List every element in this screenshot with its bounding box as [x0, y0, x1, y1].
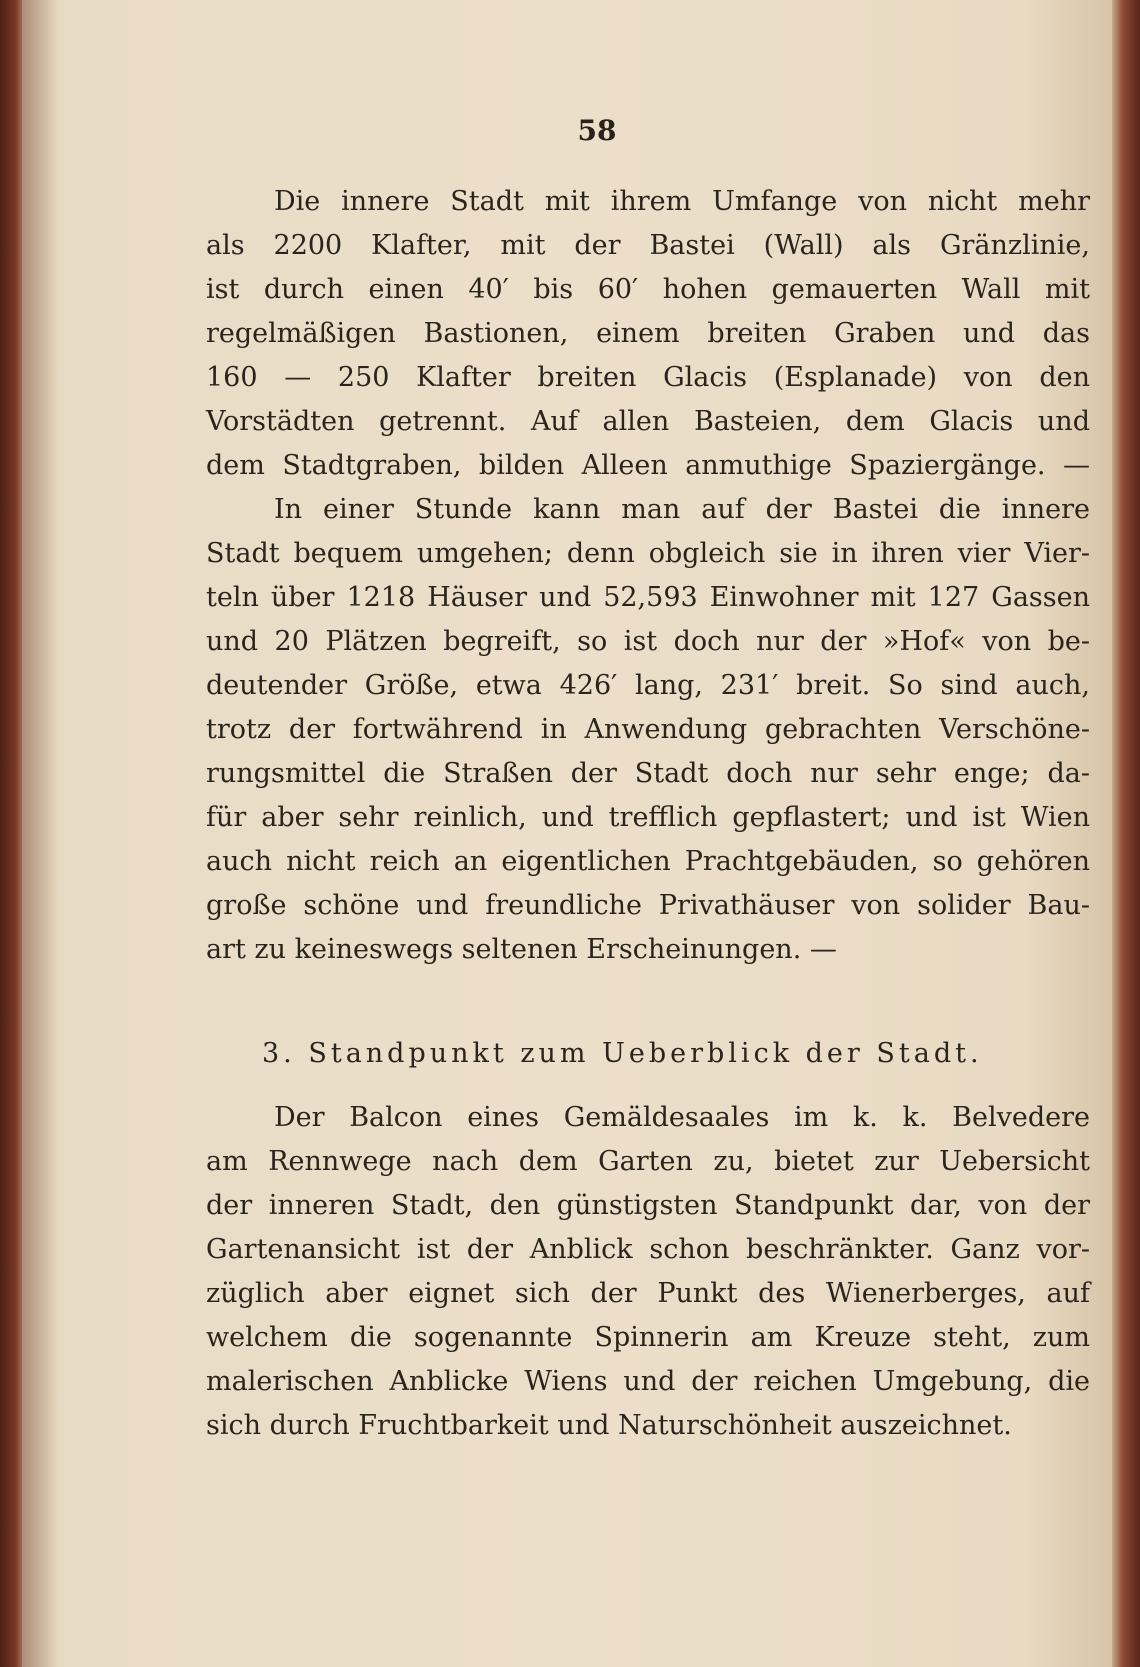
text-line: als 2200 Klafter, mit der Bastei (Wall) als Gränzlinie, — [206, 230, 1090, 261]
book-binding-right — [1112, 0, 1140, 1667]
text-line: auch nicht reich an eigentlichen Prachtgebäuden, so gehören — [206, 846, 1090, 877]
text-line: 160 — 250 Klafter breiten Glacis (Esplanade) von den — [206, 362, 1090, 393]
text-line: Die innere Stadt mit ihrem Umfange von nicht mehr — [274, 186, 1090, 217]
text-line: Stadt bequem umgehen; denn obgleich sie in ihren vier Vier- — [206, 538, 1090, 569]
text-line: In einer Stunde kann man auf der Bastei die innere — [274, 494, 1090, 525]
text-line: malerischen Anblicke Wiens und der reichen Umgebung, die — [206, 1366, 1090, 1397]
text-line: dem Stadtgraben, bilden Alleen anmuthige Spaziergänge. — — [206, 450, 1090, 481]
page-gutter-shadow — [22, 0, 58, 1667]
text-line: Vorstädten getrennt. Auf allen Basteien, dem Glacis und — [206, 406, 1090, 437]
paragraph-city-description — [206, 180, 1090, 972]
text-line: trotz der fortwährend in Anwendung gebrachten Verschöne- — [206, 714, 1090, 745]
text-line: teln über 1218 Häuser und 52,593 Einwohner mit 127 Gassen — [206, 582, 1090, 613]
text-line: art zu keineswegs seltenen Erscheinungen. — — [206, 934, 837, 965]
text-line: regelmäßigen Bastionen, einem breiten Graben und das — [206, 318, 1090, 349]
page-number: 58 — [577, 114, 617, 147]
book-page — [22, 0, 1112, 1667]
text-line: Der Balcon eines Gemäldesaales im k. k. Belvedere — [274, 1102, 1090, 1133]
text-line: züglich aber eignet sich der Punkt des Wienerberges, auf — [206, 1278, 1090, 1309]
text-line: deutender Größe, etwa 426′ lang, 231′ breit. So sind auch, — [206, 670, 1090, 701]
paragraph-viewpoint — [206, 1096, 1090, 1448]
text-line: Gartenansicht ist der Anblick schon beschränkter. Ganz vor- — [206, 1234, 1090, 1265]
text-line: ist durch einen 40′ bis 60′ hohen gemauerten Wall mit — [206, 274, 1090, 305]
text-line: und 20 Plätzen begreift, so ist doch nur der »Hof« von be- — [206, 626, 1090, 657]
text-line: am Rennwege nach dem Garten zu, bietet zur Uebersicht — [206, 1146, 1090, 1177]
section-heading: 3. Standpunkt zum Ueberblick der Stadt. — [262, 1038, 983, 1069]
text-line: für aber sehr reinlich, und trefflich gepflastert; und ist Wien — [206, 802, 1090, 833]
text-line: rungsmittel die Straßen der Stadt doch nur sehr enge; da- — [206, 758, 1090, 789]
text-line: sich durch Fruchtbarkeit und Naturschönheit auszeichnet. — [206, 1410, 1012, 1441]
text-line: große schöne und freundliche Privathäuser von solider Bau- — [206, 890, 1090, 921]
text-line: welchem die sogenannte Spinnerin am Kreuze steht, zum — [206, 1322, 1090, 1353]
text-line: der inneren Stadt, den günstigsten Standpunkt dar, von der — [206, 1190, 1090, 1221]
